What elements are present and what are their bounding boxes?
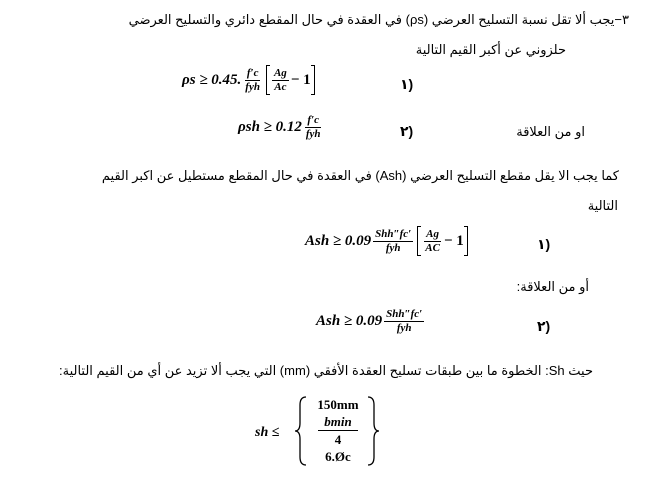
- eq-rho-s-lhs: ρs ≥ 0.45.: [182, 71, 242, 88]
- bracket-minus-one: − 1: [443, 232, 464, 249]
- eq-ash2-fraction: [384, 308, 424, 335]
- spacing-paragraph: حيث Sh: الخطوة ما بين طبقات تسليح العقدة الأفقي (mm) التي يجب ألا تزيد عن أي من القيم التالية:: [58, 363, 593, 378]
- eq-ash-bracket: [417, 226, 468, 256]
- spacing-value-150mm: 150mm: [317, 397, 359, 412]
- right-brace-icon: [366, 395, 380, 467]
- eq-ash-lhs: Ash ≥ 0.09: [305, 232, 372, 249]
- eq-ash-fraction: [373, 228, 413, 255]
- equation-index-ash-1: ١): [537, 236, 551, 252]
- fraction-numerator: Shh″fc′: [386, 308, 423, 320]
- equation-index-ash-2: ٢): [537, 318, 551, 334]
- bracket-numerator: Ag: [426, 227, 440, 240]
- or-relation-label: او من العلاقة: [516, 124, 585, 139]
- fraction-denominator: fyh: [305, 128, 321, 140]
- bracket-denominator: AC: [425, 241, 440, 254]
- fraction-numerator: f′c: [246, 66, 259, 79]
- bracket-denominator: Ac: [274, 80, 287, 93]
- item3-paragraph-line1: ٣−يجب ألا تقل نسبة التسليح العرضي (ρs) في العقدة في حال المقطع دائري والتسليح العرضي: [128, 12, 629, 27]
- eq-rho-s-bracket: [266, 65, 315, 95]
- eq-rho-sh-fraction: [304, 114, 323, 141]
- bracket-fraction: [423, 228, 442, 255]
- eq-rho-s-fraction: [243, 67, 262, 94]
- equation-ash-2: [316, 308, 426, 335]
- bracket-minus-one: − 1: [290, 71, 311, 88]
- fraction-numerator: Shh″fc′: [375, 227, 412, 240]
- item3-paragraph-line2: حلزوني عن أكبر القيم التالية: [415, 42, 566, 57]
- rect-paragraph-line2: التالية: [587, 198, 618, 213]
- left-brace-icon: [294, 395, 308, 467]
- spacing-values: [308, 396, 368, 465]
- spacing-value-divisor: 4: [334, 432, 342, 447]
- eq-rho-sh-lhs: ρsh ≥ 0.12: [238, 119, 302, 135]
- rect-paragraph-line1: كما يجب الا يقل مقطع التسليح العرضي (Ash) في العقدة في حال المقطع مستطيل عن اكبر القيم: [101, 168, 619, 183]
- spacing-value-6dc: 6.Øc: [325, 449, 351, 464]
- equation-rho-s: [182, 65, 317, 95]
- fraction-denominator: fyh: [385, 241, 401, 254]
- bracket-fraction: [272, 67, 289, 94]
- or-relation-label-2: أو من العلاقة:: [516, 279, 589, 294]
- equation-ash-1: [305, 226, 470, 256]
- spacing-value-bmin: bmin: [318, 413, 358, 431]
- fraction-denominator: fyh: [396, 322, 412, 334]
- equation-index-1: ١): [400, 76, 414, 92]
- equation-index-2: ٢): [400, 123, 414, 139]
- fraction-denominator: fyh: [245, 80, 260, 93]
- bracket-numerator: Ag: [273, 66, 287, 79]
- eq-ash2-lhs: Ash ≥ 0.09: [316, 313, 383, 329]
- fraction-numerator: f′c: [307, 114, 320, 126]
- equation-rho-sh: [238, 114, 325, 141]
- spacing-lhs: sh ≤: [255, 425, 280, 440]
